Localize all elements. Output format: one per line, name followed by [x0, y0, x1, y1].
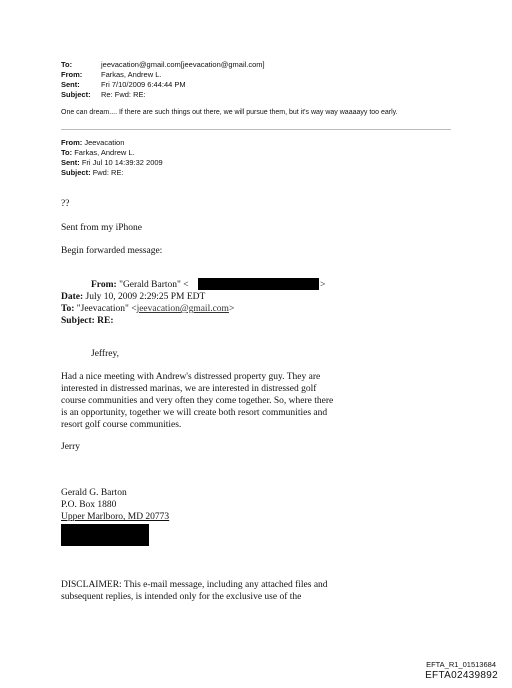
signoff: Jerry [61, 442, 80, 452]
second-sent-value: Fri Jul 10 14:39:32 2009 [81, 158, 163, 167]
fwd-from-label: From: [91, 280, 117, 290]
fwd-subject-value: RE: [97, 316, 114, 326]
subject-label: Subject: [61, 90, 91, 99]
divider [61, 129, 451, 130]
redaction-block [61, 524, 149, 546]
disclaimer-line: subsequent replies, is intended only for the exclusive use of the [61, 592, 302, 602]
second-to-label: To: [61, 148, 73, 157]
signature-city: Upper Marlboro, MD 20773 [61, 512, 170, 522]
message-body [61, 371, 333, 431]
fwd-to-prefix: "Jeevacation" < [76, 304, 137, 314]
fwd-date-label: Date: [61, 292, 84, 302]
body-line: Had a nice meeting with Andrew's distressed property guy. They are [61, 372, 321, 382]
second-sent-label: Sent: [61, 158, 80, 167]
fwd-to-email-link[interactable]: jeevacation@gmail.com [136, 304, 229, 314]
question-marks: ?? [61, 199, 70, 209]
second-to-value: Farkas, Andrew L. [74, 148, 135, 157]
fwd-to-label: To: [61, 304, 75, 314]
subject-value: Re: Fwd: RE: [101, 90, 146, 99]
from-value: Farkas, Andrew L. [101, 70, 162, 79]
to-value: jeevacation@gmail.com[jeevacation@gmail.com] [101, 60, 265, 69]
footer-ref-large: EFTA02439892 [425, 670, 498, 681]
body-line: course communities and very often they come together. So, where there [61, 396, 334, 406]
disclaimer [61, 579, 328, 603]
body-line: resort golf course communities. [61, 420, 182, 430]
second-from-value: Jeevacation [84, 138, 125, 147]
signature-block [61, 487, 169, 523]
sent-from-iphone: Sent from my iPhone [61, 223, 143, 233]
signature-name: Gerald G. Barton [61, 488, 127, 498]
second-from-label: From: [61, 138, 83, 147]
body-line: is an opportunity, together we will create both resort communities and [61, 408, 328, 418]
begin-forwarded: Begin forwarded message: [61, 246, 163, 256]
footer-ref-small: EFTA_R1_01513684 [426, 660, 496, 669]
redaction-block [198, 278, 319, 290]
body-line: interested in distressed marinas, we are interested in distressed golf [61, 384, 317, 394]
fwd-to-suffix: > [228, 304, 235, 314]
second-subject-label: Subject: [61, 168, 91, 177]
top-message: One can dream.... If there are such things out there, we will pursue them, but it's way way waaaayy too early. [61, 109, 398, 116]
sent-value: Fri 7/10/2009 6:44:44 PM [101, 80, 186, 89]
signature-po-box: P.O. Box 1880 [61, 500, 117, 510]
fwd-from-value: "Gerald Barton" < [119, 280, 189, 290]
fwd-date-value: July 10, 2009 2:29:25 PM EDT [85, 292, 206, 302]
sent-label: Sent: [61, 80, 80, 89]
to-label: To: [61, 60, 73, 69]
from-label: From: [61, 70, 83, 79]
second-subject-value: Fwd: RE: [92, 168, 124, 177]
greeting: Jeffrey, [91, 349, 119, 359]
fwd-from-suffix: > [320, 280, 326, 290]
fwd-subject-label: Subject: [61, 316, 95, 326]
disclaimer-line: DISCLAIMER: This e-mail message, including any attached files and [61, 580, 328, 590]
